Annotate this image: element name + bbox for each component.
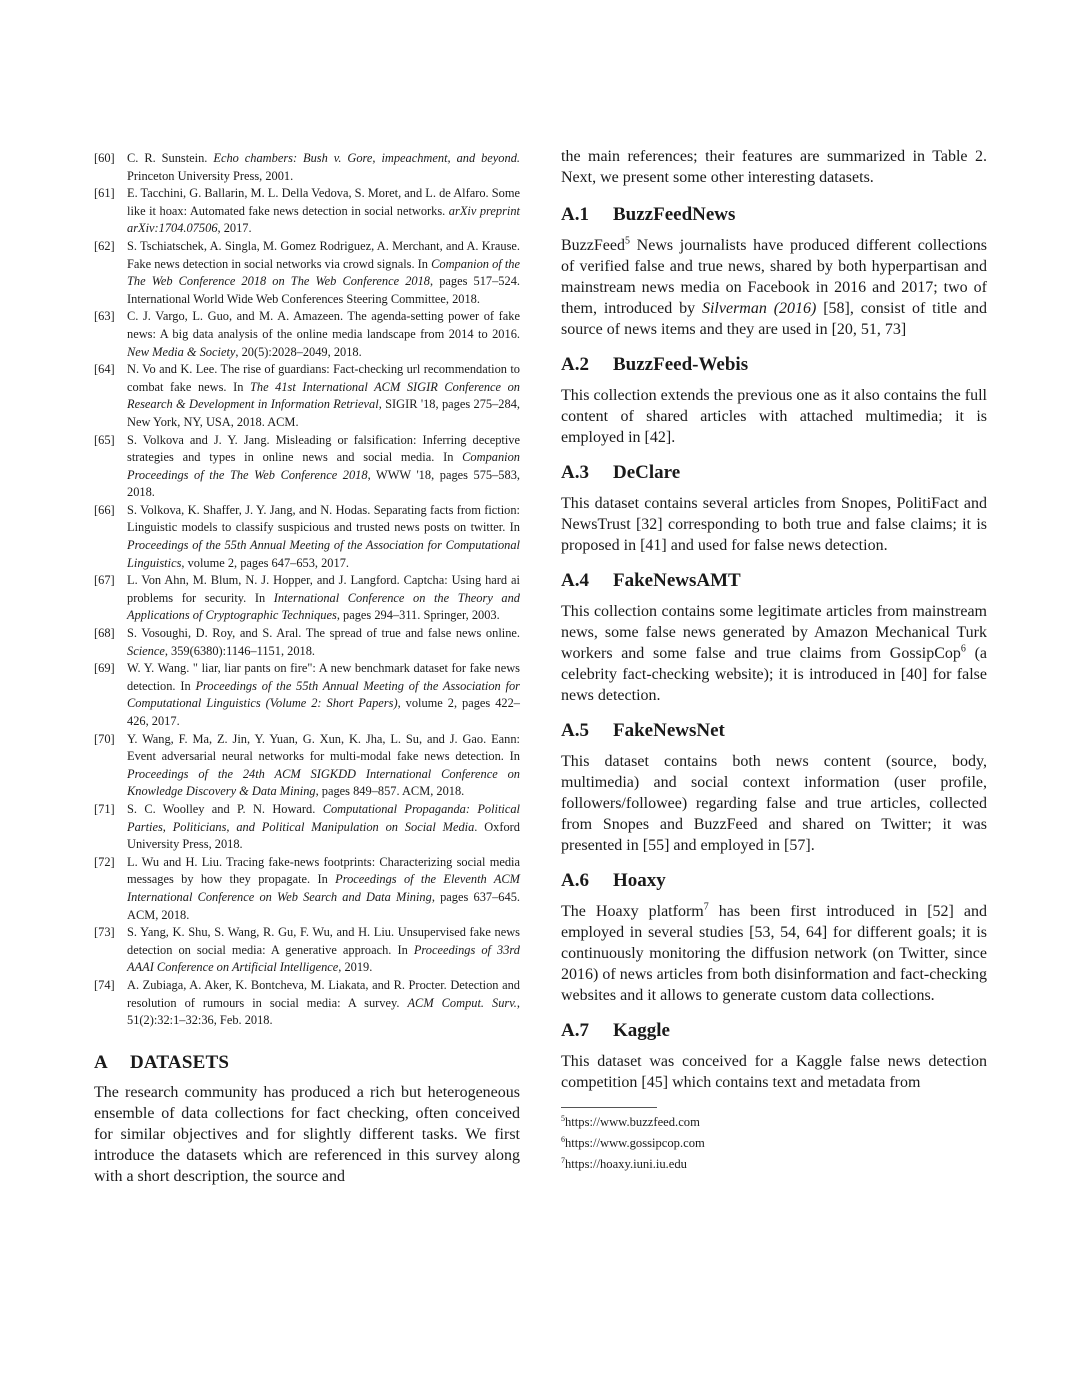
section-datasets (94, 1052, 520, 1187)
reference-venue: Proceedings of the Eleventh ACM International Conference on Web Search and Data Mining (127, 872, 520, 904)
reference-number: [74] (94, 977, 115, 992)
footnote-marker: 6 (960, 643, 966, 655)
reference-item (94, 731, 520, 801)
reference-number: [69] (94, 661, 115, 676)
reference-details: , pages 637–645. ACM, 2018. (127, 889, 520, 922)
footnote-mark: 5 (561, 1114, 565, 1123)
reference-number: [62] (94, 238, 115, 253)
footnote-item (561, 1152, 987, 1173)
subsection (561, 462, 987, 556)
reference-venue: arXiv preprint arXiv:1704.07506 (127, 203, 520, 236)
reference-details: . Oxford University Press, 2018. (127, 819, 521, 852)
reference-details: Princeton University Press, 2001. (127, 168, 294, 183)
reference-details: , 51(2):32:1–32:36, Feb. 2018. (127, 995, 521, 1028)
body-text: has been first introduced in [52] and employed in several studies [53, 54, 64] for different goals; it is continuously monitoring the diffusion network (on Twitter, since 2016) of news articles from both disinformation and fact-checking websites and it allows to generate custom data collections. (561, 903, 988, 1004)
section-number: A (94, 1051, 108, 1073)
reference-details: , 2019. (338, 960, 373, 975)
subsection-body (561, 601, 987, 706)
reference-authors: E. Tacchini, G. Ballarin, M. L. Della Vedova, S. Moret, and L. de Alfaro. Some like it hoax: Automated fake news detection in social networks. (127, 186, 520, 218)
reference-authors: L. Von Ahn, M. Blum, N. J. Hopper, and J. Langford. Captcha: Using hard ai problems for security. In (127, 573, 520, 605)
reference-authors: S. Yang, K. Shu, S. Wang, R. Gu, F. Wu, and H. Liu. Unsupervised fake news detection on social media: A generative approach. In (127, 925, 520, 957)
subsection-body (561, 1051, 987, 1093)
reference-number: [60] (94, 151, 115, 165)
right-column (561, 146, 987, 1174)
subsection-heading (561, 1020, 987, 1046)
subsection-title: FakeNewsNet (613, 720, 725, 741)
reference-details: , SIGIR '18, pages 275–284, New York, NY, USA, 2018. ACM. (127, 397, 520, 429)
section-intro: The research community has produced a rich but heterogeneous ensemble of data collections for fact checking, often conceived for similar objectives and for slightly different tasks. We first introduce the datasets which are referenced in this survey along with a short description, the source and (94, 1083, 520, 1185)
subsection (561, 720, 987, 856)
reference-details: , pages 294–311. Springer, 2003. (336, 608, 500, 623)
reference-details: , volume 2, pages 647–653, 2017. (181, 555, 349, 570)
body-text: This dataset was conceived for a Kaggle false news detection competition [45] which contains text and metadata from (561, 1053, 987, 1091)
body-citation: Silverman (2016) (701, 300, 817, 317)
reference-item (94, 432, 520, 502)
reference-item (94, 150, 520, 185)
reference-item (94, 660, 520, 730)
footnote-link[interactable]: https://hoaxy.iuni.iu.edu (565, 1157, 687, 1172)
reference-venue: Companion Proceedings of the The Web Conference 2018 (127, 450, 520, 482)
subsection (561, 870, 987, 1006)
reference-venue: New Media & Society (127, 344, 236, 359)
reference-details: , pages 517–524. International World Wide Web Conferences Steering Committee, 2018. (127, 274, 520, 306)
reference-venue: Companion of the The Web Conference 2018 on The Web Conference 2018 (127, 256, 520, 289)
reference-venue: Proceedings of the 55th Annual Meeting of the Association for Computational Linguistics (Volume 2: Short Papers) (127, 678, 520, 711)
reference-number: [72] (94, 854, 115, 869)
section-title: DATASETS (130, 1051, 230, 1073)
subsection-number: A.1 (561, 204, 589, 225)
reference-number: [73] (94, 925, 115, 940)
subsection-title: FakeNewsAMT (613, 570, 741, 591)
reference-venue: Science (127, 643, 165, 658)
reference-item (94, 502, 520, 572)
subsection-title: BuzzFeed-Webis (613, 354, 749, 375)
reference-venue: ACM Comput. Surv. (407, 995, 517, 1010)
subsection-number: A.7 (561, 1020, 589, 1041)
reference-authors: S. C. Woolley and P. N. Howard. (127, 801, 323, 816)
subsection-heading (561, 354, 987, 380)
reference-authors: C. J. Vargo, L. Guo, and M. A. Amazeen. The agenda-setting power of fake news: A big data analysis of the online media landscape from 2014 to 2016. (127, 309, 520, 341)
footnote-rule (561, 1107, 657, 1108)
footnote-link[interactable]: https://www.gossipcop.com (565, 1136, 705, 1151)
intro-continued: the main references; their features are summarized in Table 2. Next, we present some other interesting datasets. (561, 148, 987, 186)
footnote-mark: 6 (561, 1135, 565, 1145)
subsection-heading (561, 570, 987, 596)
reference-number: [67] (94, 573, 115, 588)
reference-authors: S. Volkova, K. Shaffer, J. Y. Jang, and N. Hodas. Separating facts from fiction: Linguistic models to classify suspicious and trusted news posts on twitter. In (127, 502, 520, 535)
body-text: This dataset contains both news content (source, body, multimedia) and social context information (user profile, followers/followee) regarding false and true articles, collected from Snopes and BuzzFeed and shared on Twitter; it was presented in [55] and employed in [57]. (561, 753, 987, 854)
subsection-title: DeClare (613, 462, 681, 483)
footnote-list (561, 1110, 987, 1174)
subsection-title: Kaggle (613, 1020, 670, 1041)
body-text: [58], consist of title and source of news items and they are used in [20, 51, 73] (561, 300, 988, 338)
footnote-item (561, 1110, 987, 1131)
body-text: News journalists have produced different collections of verified false and true news, shared by both hyperpartisan and mainstream news media on Facebook in 2016 and 2017; two of them, introduced by (561, 237, 987, 317)
reference-number: [64] (94, 362, 115, 377)
reference-details: , pages 849–857. ACM, 2018. (315, 784, 465, 799)
body-text: BuzzFeed (561, 237, 625, 254)
body-text: (a celebrity fact-checking website); it is introduced in [40] for false news detection. (561, 645, 987, 704)
reference-number: [71] (94, 801, 115, 816)
body-text: This collection extends the previous one as it also contains the full content of shared articles with attached multimedia; it is employed in [42]. (561, 387, 987, 446)
reference-details: , volume 2, pages 422–426, 2017. (127, 696, 520, 728)
reference-number: [63] (94, 309, 115, 324)
reference-authors: S. Tschiatschek, A. Singla, M. Gomez Rodriguez, A. Merchant, and A. Krause. Fake news detection in social networks via crowd signals. In (127, 238, 520, 271)
subsection-number: A.3 (561, 462, 589, 483)
reference-venue: International Conference on the Theory and Applications of Cryptographic Techniques (127, 590, 521, 623)
subsection-number: A.5 (561, 720, 589, 741)
reference-list (94, 150, 520, 1030)
reference-item (94, 854, 520, 924)
reference-item (94, 308, 520, 361)
subsection-body (561, 385, 987, 448)
footnote-item (561, 1131, 987, 1152)
reference-authors: W. Y. Wang. " liar, liar pants on fire": A new benchmark dataset for fake news detection. In (127, 661, 520, 693)
subsection-heading (561, 720, 987, 746)
left-column (94, 150, 520, 1187)
subsection-body (561, 901, 987, 1006)
reference-number: [70] (94, 731, 115, 746)
subsection-number: A.4 (561, 570, 589, 591)
subsection-heading (561, 462, 987, 488)
reference-item (94, 238, 520, 308)
reference-item (94, 924, 520, 977)
reference-details: , 20(5):2028–2049, 2018. (235, 344, 362, 359)
footnote-marker: 7 (703, 901, 709, 913)
reference-details: , 2017. (217, 221, 252, 236)
reference-authors: S. Vosoughi, D. Roy, and S. Aral. The spread of true and false news online. (127, 626, 520, 641)
reference-number: [68] (94, 626, 115, 641)
reference-authors: L. Wu and H. Liu. Tracing fake-news footprints: Characterizing social media messages by how they propagate. In (127, 854, 520, 887)
subsection-body (561, 493, 987, 556)
reference-item (94, 801, 520, 854)
reference-item (94, 572, 520, 625)
body-text: This collection contains some legitimate articles from mainstream news, some false news generated by Amazon Mechanical Turk workers and some false and true claims from GossipCop (561, 603, 987, 662)
reference-details: , WWW '18, pages 575–583, 2018. (127, 467, 520, 500)
reference-number: [65] (94, 432, 115, 447)
reference-authors: Y. Wang, F. Ma, Z. Jin, Y. Yuan, G. Xun, K. Jha, L. Su, and J. Gao. Eann: Event adversarial neural networks for multi-modal fake news detection. In (127, 731, 520, 764)
subsection (561, 1020, 987, 1093)
subsection (561, 354, 987, 448)
subsection-number: A.6 (561, 870, 589, 891)
subsection-title: Hoaxy (613, 870, 666, 891)
reference-venue: Proceedings of the 24th ACM SIGKDD International Conference on Knowledge Discovery & Data Mining (127, 766, 520, 799)
reference-venue: Echo chambers: Bush v. Gore, impeachment, and beyond. (213, 151, 520, 165)
reference-details: , 359(6380):1146–1151, 2018. (164, 643, 316, 658)
subsection-body (561, 751, 987, 856)
subsection-number: A.2 (561, 354, 589, 375)
body-text: The Hoaxy platform (561, 903, 704, 920)
reference-authors: S. Volkova and J. Y. Jang. Misleading or falsification: Inferring deceptive strategies and types in online news and social media. In (127, 432, 520, 465)
reference-authors: A. Zubiaga, A. Aker, K. Bontcheva, M. Liakata, and R. Procter. Detection and resolution of rumours in social media: A survey. (127, 977, 520, 1010)
reference-item (94, 625, 520, 660)
reference-authors: C. R. Sunstein. (127, 151, 214, 165)
reference-number: [61] (94, 186, 115, 201)
subsection-heading (561, 870, 987, 896)
reference-item (94, 977, 520, 1030)
reference-item (94, 185, 520, 238)
reference-venue: Computational Propaganda: Political Parties, Politicians, and Political Manipulation on Social Media (127, 801, 520, 834)
footnote-link[interactable]: https://www.buzzfeed.com (565, 1115, 700, 1130)
subsection-heading (561, 204, 987, 230)
body-text: This dataset contains several articles from Snopes, PolitiFact and NewsTrust [32] corresponding to both true and false claims; it is proposed in [41] and used for false news detection. (561, 495, 987, 554)
subsection-title: BuzzFeedNews (613, 204, 736, 225)
footnote-marker: 5 (624, 235, 630, 247)
subsection (561, 204, 987, 340)
footnotes (561, 1107, 987, 1174)
subsection (561, 570, 987, 706)
footnote-mark: 7 (561, 1156, 565, 1166)
reference-number: [66] (94, 502, 115, 517)
reference-item (94, 361, 520, 431)
reference-venue: Proceedings of 33rd AAAI Conference on Artificial Intelligence (127, 942, 520, 975)
section-heading (94, 1052, 520, 1074)
subsection-body (561, 235, 987, 340)
reference-venue: Proceedings of the 55th Annual Meeting of the Association for Computational Linguistics (127, 538, 520, 570)
reference-venue: The 41st International ACM SIGIR Conference on Research & Development in Information Retrieval (127, 379, 520, 412)
reference-authors: N. Vo and K. Lee. The rise of guardians: Fact-checking url recommendation to combat fake news. In (127, 362, 520, 394)
subsection-list (561, 204, 987, 1093)
